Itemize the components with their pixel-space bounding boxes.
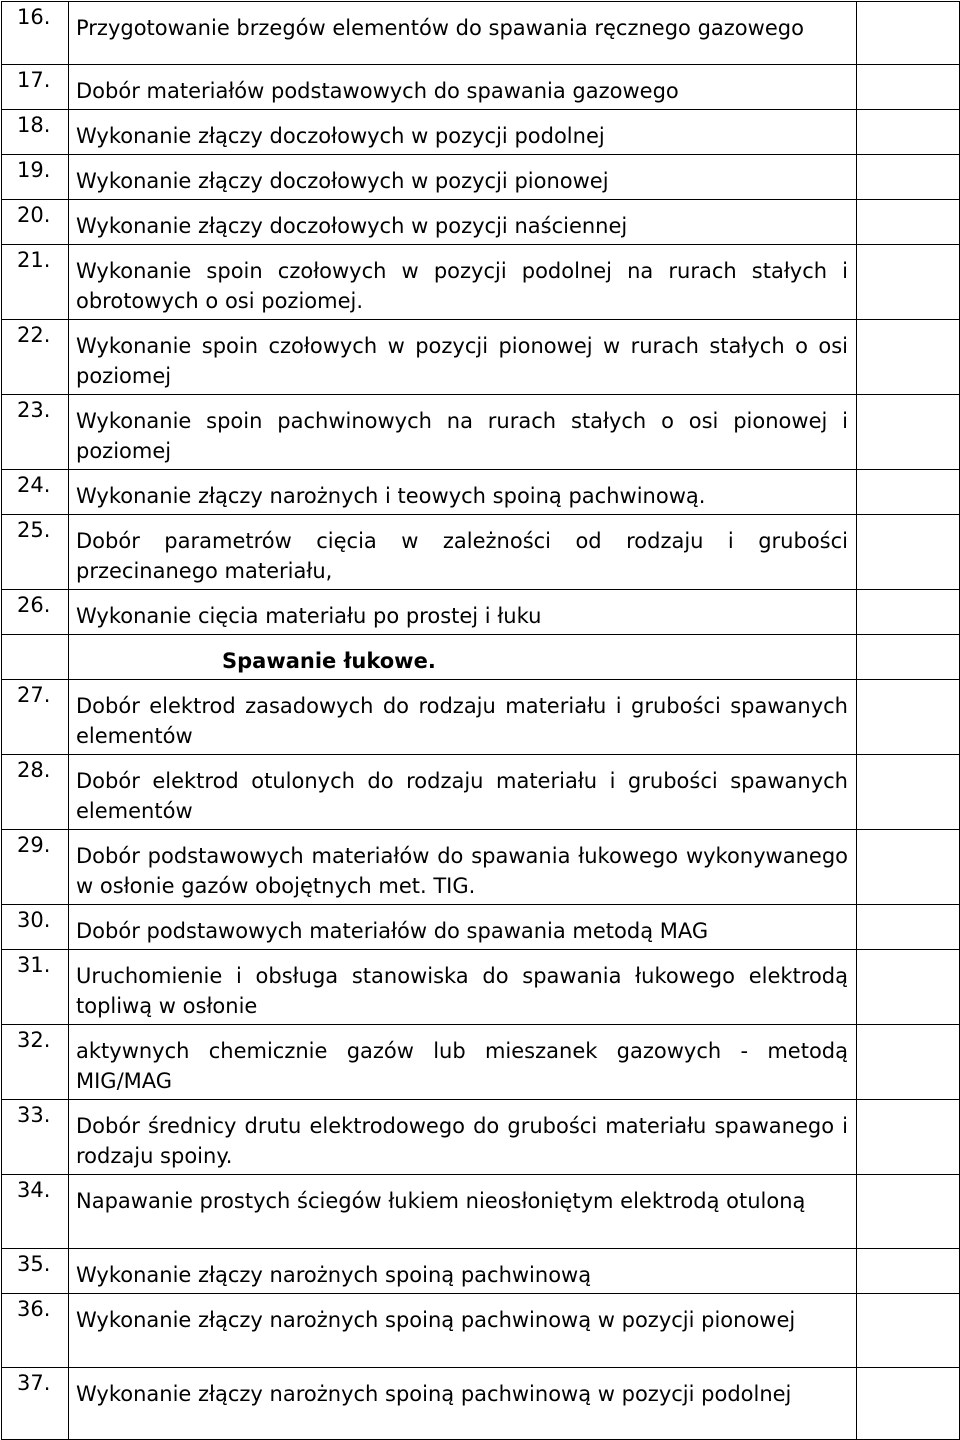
row-description: aktywnych chemicznie gazów lub mieszanek gazowych - metodą MIG/MAG — [76, 1039, 848, 1093]
row-empty-cell — [857, 1368, 960, 1440]
row-number-cell — [2, 65, 69, 110]
row-number: 24. — [17, 473, 51, 497]
row-number-cell — [2, 1025, 69, 1100]
row-empty-cell — [857, 110, 960, 155]
row-number: 22. — [17, 323, 51, 347]
row-description: Wykonanie cięcia materiału po prostej i łuku — [76, 604, 542, 628]
row-number: 37. — [17, 1371, 51, 1395]
row-description: Dobór materiałów podstawowych do spawania gazowego — [76, 79, 679, 103]
table-row — [2, 200, 960, 245]
row-number: 28. — [17, 758, 51, 782]
row-empty-cell — [857, 950, 960, 1025]
row-number-cell — [2, 1368, 69, 1440]
row-description-cell — [69, 590, 857, 635]
row-number-cell — [2, 1175, 69, 1249]
row-number: 36. — [17, 1297, 51, 1321]
row-number: 35. — [17, 1252, 51, 1276]
table-row — [2, 830, 960, 905]
row-number — [2, 635, 68, 638]
table-row — [2, 755, 960, 830]
row-description-cell — [69, 680, 857, 755]
row-number: 34. — [17, 1178, 51, 1202]
row-description-cell — [69, 1249, 857, 1294]
row-description: Wykonanie spoin czołowych w pozycji podolnej na rurach stałych i obrotowych o osi poziomej. — [76, 259, 848, 313]
row-empty-cell — [857, 155, 960, 200]
row-empty-cell — [857, 320, 960, 395]
row-number-cell — [2, 1294, 69, 1368]
row-empty-cell — [857, 1175, 960, 1249]
row-empty-cell — [857, 590, 960, 635]
row-number: 23. — [17, 398, 51, 422]
row-description: Wykonanie złączy doczołowych w pozycji podolnej — [76, 124, 605, 148]
table-row — [2, 470, 960, 515]
row-number-cell — [2, 590, 69, 635]
row-number-cell — [2, 320, 69, 395]
row-number-cell — [2, 515, 69, 590]
row-empty-cell — [857, 1294, 960, 1368]
row-description-cell — [69, 1100, 857, 1175]
table-row — [2, 950, 960, 1025]
table-row — [2, 1368, 960, 1440]
row-description: Wykonanie złączy narożnych i teowych spoiną pachwinową. — [76, 484, 706, 508]
row-description-cell — [69, 2, 857, 65]
row-description-cell — [69, 755, 857, 830]
row-description-cell — [69, 245, 857, 320]
row-description-cell — [69, 395, 857, 470]
table-row — [2, 2, 960, 65]
curriculum-table — [1, 1, 960, 1440]
table-row — [2, 1294, 960, 1368]
table-row — [2, 245, 960, 320]
row-number: 20. — [17, 203, 51, 227]
row-description-cell — [69, 110, 857, 155]
table-row — [2, 680, 960, 755]
row-description-cell — [69, 1368, 857, 1440]
row-description: Dobór średnicy drutu elektrodowego do grubości materiału spawanego i rodzaju spoiny. — [76, 1114, 848, 1168]
row-number: 29. — [17, 833, 51, 857]
table-row — [2, 110, 960, 155]
row-description: Uruchomienie i obsługa stanowiska do spawania łukowego elektrodą topliwą w osłonie — [76, 964, 848, 1018]
row-number-cell — [2, 830, 69, 905]
row-description-cell — [69, 470, 857, 515]
row-number-cell — [2, 1100, 69, 1175]
row-empty-cell — [857, 635, 960, 680]
row-description-cell — [69, 320, 857, 395]
section-heading: Spawanie łukowe. — [222, 649, 436, 673]
row-empty-cell — [857, 1100, 960, 1175]
row-description-cell — [69, 155, 857, 200]
row-empty-cell — [857, 245, 960, 320]
row-number: 27. — [17, 683, 51, 707]
row-description-cell — [69, 65, 857, 110]
table-row — [2, 1100, 960, 1175]
row-number: 19. — [17, 158, 51, 182]
row-empty-cell — [857, 2, 960, 65]
row-description: Dobór elektrod zasadowych do rodzaju materiału i grubości spawanych elementów — [76, 694, 848, 748]
row-number-cell — [2, 635, 69, 680]
row-description: Przygotowanie brzegów elementów do spawania ręcznego gazowego — [76, 16, 804, 40]
row-empty-cell — [857, 1249, 960, 1294]
row-number: 30. — [17, 908, 51, 932]
row-description: Napawanie prostych ściegów łukiem nieosłoniętym elektrodą otuloną — [76, 1189, 806, 1213]
row-number-cell — [2, 2, 69, 65]
row-description-cell — [69, 200, 857, 245]
row-number-cell — [2, 155, 69, 200]
row-empty-cell — [857, 830, 960, 905]
row-number-cell — [2, 950, 69, 1025]
row-description: Wykonanie złączy narożnych spoiną pachwinową w pozycji pionowej — [76, 1308, 796, 1332]
row-number-cell — [2, 680, 69, 755]
row-description-cell — [69, 1025, 857, 1100]
table-row — [2, 1025, 960, 1100]
table-row — [2, 590, 960, 635]
row-description: Wykonanie złączy doczołowych w pozycji pionowej — [76, 169, 609, 193]
row-number: 21. — [17, 248, 51, 272]
row-number: 16. — [17, 5, 51, 29]
row-empty-cell — [857, 470, 960, 515]
table-row — [2, 1249, 960, 1294]
row-number: 17. — [17, 68, 51, 92]
row-number-cell — [2, 755, 69, 830]
table-row — [2, 905, 960, 950]
row-number-cell — [2, 905, 69, 950]
row-number-cell — [2, 245, 69, 320]
row-description: Wykonanie spoin czołowych w pozycji pionowej w rurach stałych o osi poziomej — [76, 334, 848, 388]
row-description: Wykonanie złączy narożnych spoiną pachwinową w pozycji podolnej — [76, 1382, 792, 1406]
row-empty-cell — [857, 65, 960, 110]
row-description: Wykonanie złączy narożnych spoiną pachwinową — [76, 1263, 592, 1287]
row-empty-cell — [857, 200, 960, 245]
row-number-cell — [2, 1249, 69, 1294]
section-heading-row — [2, 635, 960, 680]
row-description-cell — [69, 635, 857, 680]
row-empty-cell — [857, 680, 960, 755]
row-empty-cell — [857, 395, 960, 470]
row-number: 25. — [17, 518, 51, 542]
row-empty-cell — [857, 515, 960, 590]
row-empty-cell — [857, 905, 960, 950]
row-description-cell — [69, 515, 857, 590]
row-number-cell — [2, 110, 69, 155]
row-description-cell — [69, 1175, 857, 1249]
row-number: 33. — [17, 1103, 51, 1127]
table-row — [2, 320, 960, 395]
row-description: Dobór podstawowych materiałów do spawania łukowego wykonywanego w osłonie gazów obojętnych met. TIG. — [76, 844, 848, 898]
table-row — [2, 395, 960, 470]
row-description: Wykonanie złączy doczołowych w pozycji naściennej — [76, 214, 628, 238]
row-number-cell — [2, 395, 69, 470]
row-description: Dobór parametrów cięcia w zależności od rodzaju i grubości przecinanego materiału, — [76, 529, 848, 583]
row-number: 32. — [17, 1028, 51, 1052]
row-description-cell — [69, 1294, 857, 1368]
table-row — [2, 65, 960, 110]
row-number: 31. — [17, 953, 51, 977]
row-number: 26. — [17, 593, 51, 617]
row-description-cell — [69, 905, 857, 950]
curriculum-table-body — [2, 2, 960, 1440]
row-number-cell — [2, 470, 69, 515]
row-description: Dobór podstawowych materiałów do spawania metodą MAG — [76, 919, 709, 943]
row-number-cell — [2, 200, 69, 245]
row-number: 18. — [17, 113, 51, 137]
table-row — [2, 515, 960, 590]
row-empty-cell — [857, 755, 960, 830]
row-description: Dobór elektrod otulonych do rodzaju materiału i grubości spawanych elementów — [76, 769, 848, 823]
table-row — [2, 155, 960, 200]
row-description-cell — [69, 830, 857, 905]
table-row — [2, 1175, 960, 1249]
row-empty-cell — [857, 1025, 960, 1100]
row-description: Wykonanie spoin pachwinowych na rurach stałych o osi pionowej i poziomej — [76, 409, 848, 463]
row-description-cell — [69, 950, 857, 1025]
